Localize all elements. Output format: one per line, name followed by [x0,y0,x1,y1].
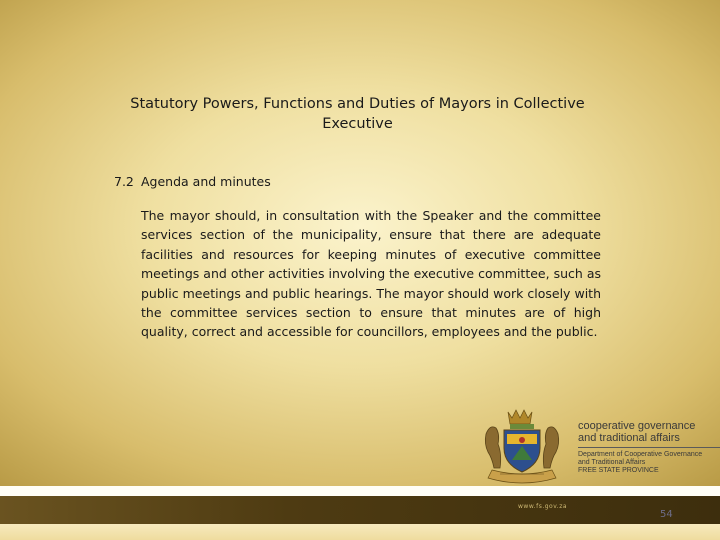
body-paragraph: The mayor should, in consultation with the Speaker and the committee services section of the municipality, ensure that there are adequate facilities and resources for keeping minutes of executive committee meetings and other activities involving the executive committee, such as public meetings and public hearings. The mayor should work closely with the committee services section to ensure that minutes are of high quality, correct and accessible for councillors, employees and the public. [141,208,601,340]
slide-title: Statutory Powers, Functions and Duties of Mayors in Collective Executive [130,96,585,132]
coat-of-arms-icon [474,404,570,488]
section-heading [114,174,271,189]
department-logo [578,420,718,475]
logo-divider [578,447,720,448]
page-number: 54 [660,509,673,520]
dept-line2: and Traditional Affairs [578,459,646,466]
logo-line1: cooperative governance [578,420,696,432]
footer-light-strip [0,486,720,496]
website-link[interactable]: www.fs.gov.za [518,503,568,510]
section-number: 7.2 [114,174,134,189]
footer-dark-band [0,496,720,524]
dept-line1: Department of Cooperative Governance [578,451,703,458]
section-title: Agenda and minutes [141,174,271,189]
dept-line3: FREE STATE PROVINCE [578,467,659,474]
logo-line2: and traditional affairs [578,432,680,444]
